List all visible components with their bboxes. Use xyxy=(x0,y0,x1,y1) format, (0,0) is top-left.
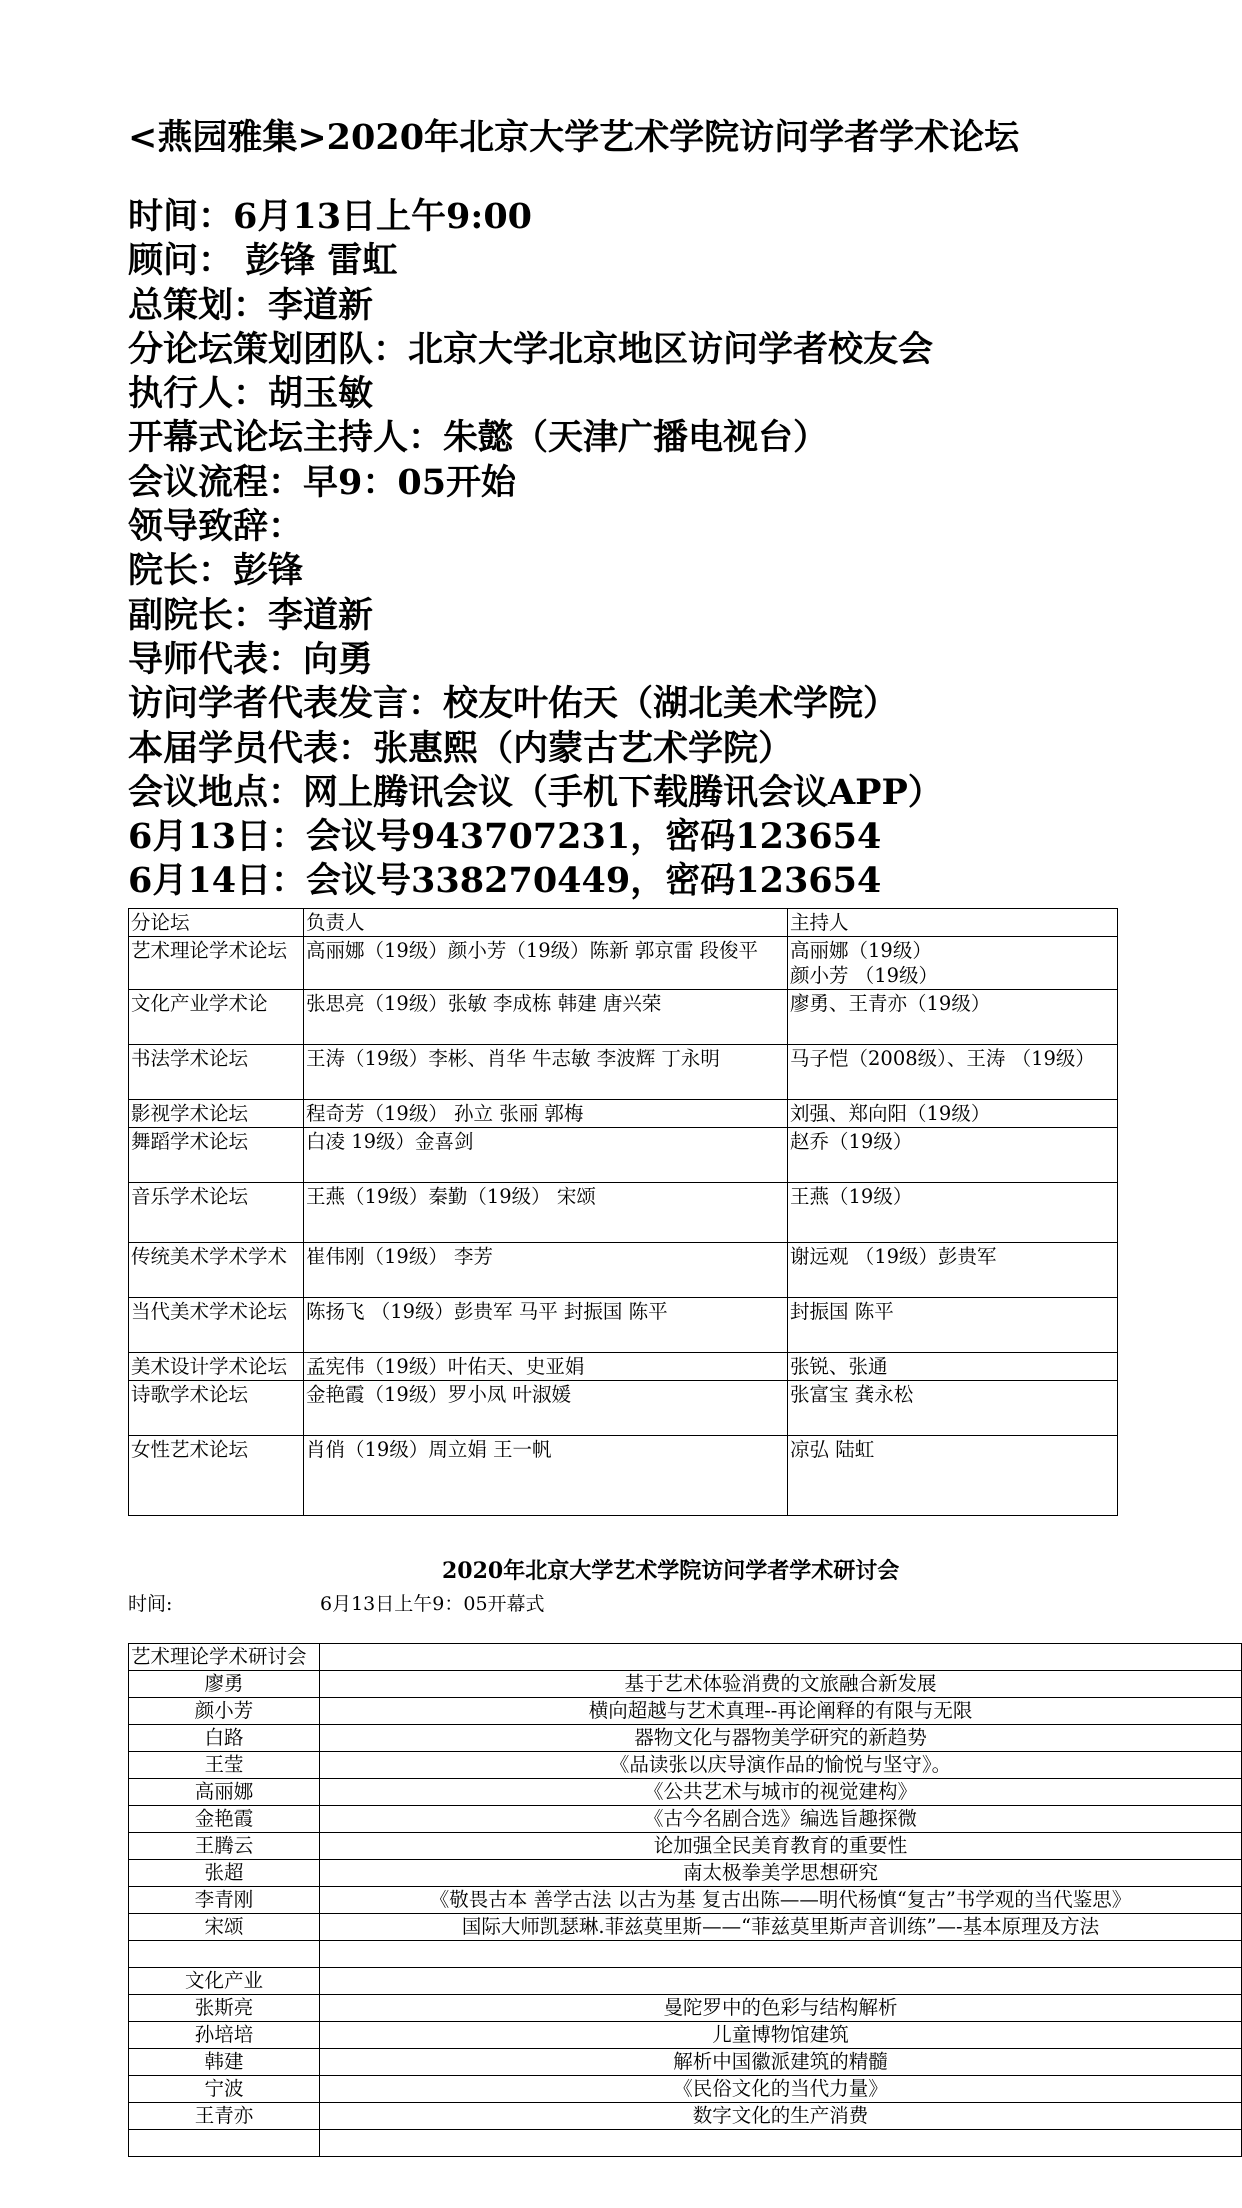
topic-cell: 《民俗文化的当代力量》 xyxy=(320,2076,1242,2103)
presenter-cell: 金艳霞 xyxy=(129,1806,320,1833)
info-line: 分论坛策划团队：北京大学北京地区访问学者校友会 xyxy=(128,328,934,370)
topic-cell: 基于艺术体验消费的文旅融合新发展 xyxy=(320,1671,1242,1698)
host-line: 王燕（19级） xyxy=(790,1185,913,1208)
forum-host-cell xyxy=(788,1381,1118,1436)
seminar-row xyxy=(129,2049,1242,2076)
info-line: 领导致辞： xyxy=(128,506,304,548)
host-line: 张锐、张通 xyxy=(790,1355,888,1378)
forum-name-cell: 书法学术论坛 xyxy=(129,1045,304,1100)
topic-cell xyxy=(320,2130,1242,2157)
seminar-row xyxy=(129,1806,1242,1833)
seminar-schedule-table xyxy=(128,1643,1242,2157)
seminar-time-value: 6月13日上午9：05开幕式 xyxy=(320,1593,545,1615)
forum-name-cell: 女性艺术论坛 xyxy=(129,1436,304,1516)
topic-cell: 《品读张以庆导演作品的愉悦与坚守》。 xyxy=(320,1752,1242,1779)
table-row xyxy=(129,1436,1118,1516)
host-line: 赵乔（19级） xyxy=(790,1130,913,1153)
forum-lead-cell: 孟宪伟（19级）叶佑天、史亚娟 xyxy=(304,1353,788,1381)
topic-cell: 《古今名剧合选》编选旨趣探微 xyxy=(320,1806,1242,1833)
info-line: 院长：彭锋 xyxy=(128,550,304,592)
forum-lead-cell: 程奇芳（19级） 孙立 张丽 郭梅 xyxy=(304,1100,788,1128)
table-row xyxy=(129,1381,1118,1436)
topic-cell: 儿童博物馆建筑 xyxy=(320,2022,1242,2049)
seminar-time-label: 时间: xyxy=(128,1593,173,1615)
seminar-row xyxy=(129,1860,1242,1887)
info-line: 访问学者代表发言：校友叶佑天（湖北美术学院） xyxy=(128,683,899,725)
presenter-cell xyxy=(129,2130,320,2157)
info-line: 6月14日：会议号338270449，密码123654 xyxy=(128,860,882,902)
table-row xyxy=(129,1100,1118,1128)
event-info-list xyxy=(128,195,943,904)
forum-host-cell xyxy=(788,1128,1118,1183)
presenter-cell: 韩建 xyxy=(129,2049,320,2076)
presenter-cell: 张斯亮 xyxy=(129,1995,320,2022)
forum-host-cell xyxy=(788,1243,1118,1298)
table-row xyxy=(129,1045,1118,1100)
forum-host-cell xyxy=(788,990,1118,1045)
header-host: 主持人 xyxy=(788,909,1118,937)
presenter-cell: 艺术理论学术研讨会 xyxy=(129,1644,320,1671)
seminar-row xyxy=(129,1914,1242,1941)
info-line: 开幕式论坛主持人：朱懿（天津广播电视台） xyxy=(128,417,829,459)
forum-lead-cell: 张思亮（19级）张敏 李成栋 韩建 唐兴荣 xyxy=(304,990,788,1045)
topic-cell: 南太极拳美学思想研究 xyxy=(320,1860,1242,1887)
host-line: 高丽娜（19级） xyxy=(790,939,932,962)
info-line: 总策划：李道新 xyxy=(128,284,374,326)
table-row xyxy=(129,990,1118,1045)
seminar-row xyxy=(129,1968,1242,1995)
forum-lead-cell: 崔伟刚（19级） 李芳 xyxy=(304,1243,788,1298)
info-line: 会议地点：网上腾讯会议（手机下载腾讯会议APP） xyxy=(128,771,943,813)
topic-cell xyxy=(320,1941,1242,1968)
forum-host-cell xyxy=(788,1183,1118,1243)
forum-lead-cell: 白凌 19级）金喜剑 xyxy=(304,1128,788,1183)
forum-host-cell xyxy=(788,1298,1118,1353)
host-line: 凉弘 陆虹 xyxy=(790,1438,875,1461)
presenter-cell: 高丽娜 xyxy=(129,1779,320,1806)
info-line: 时间：6月13日上午9:00 xyxy=(128,196,533,237)
seminar-row xyxy=(129,2130,1242,2157)
forum-name-cell: 艺术理论学术论坛 xyxy=(129,937,304,990)
topic-cell: 《公共艺术与城市的视觉建构》 xyxy=(320,1779,1242,1806)
topic-cell: 数字文化的生产消费 xyxy=(320,2103,1242,2130)
presenter-cell: 颜小芳 xyxy=(129,1698,320,1725)
forum-lead-cell: 王燕（19级）秦勤（19级） 宋颂 xyxy=(304,1183,788,1243)
presenter-cell: 王腾云 xyxy=(129,1833,320,1860)
info-line: 副院长：李道新 xyxy=(128,594,374,636)
seminar-row xyxy=(129,1752,1242,1779)
sub-forum-table xyxy=(128,908,1118,1516)
info-line: 顾问： 彭锋 雷虹 xyxy=(128,240,398,282)
seminar-title: 2020年北京大学艺术学院访问学者学术研讨会 xyxy=(442,1558,900,1584)
forum-lead-cell: 陈扬飞 （19级）彭贵军 马平 封振国 陈平 xyxy=(304,1298,788,1353)
seminar-row xyxy=(129,1779,1242,1806)
forum-name-cell: 舞蹈学术论坛 xyxy=(129,1128,304,1183)
header-lead: 负责人 xyxy=(304,909,788,937)
table-row xyxy=(129,1243,1118,1298)
host-line: 张富宝 龚永松 xyxy=(790,1383,914,1406)
info-line: 导师代表：向勇 xyxy=(128,638,374,680)
table-row xyxy=(129,1353,1118,1381)
host-line: 廖勇、王青亦（19级） xyxy=(790,992,991,1015)
topic-cell xyxy=(320,1644,1242,1671)
table-row xyxy=(129,1298,1118,1353)
seminar-row xyxy=(129,1698,1242,1725)
table-row xyxy=(129,1128,1118,1183)
presenter-cell: 文化产业 xyxy=(129,1968,320,1995)
forum-name-cell: 诗歌学术论坛 xyxy=(129,1381,304,1436)
presenter-cell: 白路 xyxy=(129,1725,320,1752)
topic-cell: 横向超越与艺术真理--再论阐释的有限与无限 xyxy=(320,1698,1242,1725)
forum-host-cell xyxy=(788,1436,1118,1516)
info-line: 6月13日：会议号943707231，密码123654 xyxy=(128,816,882,858)
info-line: 执行人：胡玉敏 xyxy=(128,373,374,415)
forum-name-cell: 美术设计学术论坛 xyxy=(129,1353,304,1381)
host-line: 谢远观 （19级）彭贵军 xyxy=(790,1245,997,1268)
forum-host-cell xyxy=(788,1353,1118,1381)
presenter-cell: 宁波 xyxy=(129,2076,320,2103)
topic-cell: 论加强全民美育教育的重要性 xyxy=(320,1833,1242,1860)
topic-cell: 曼陀罗中的色彩与结构解析 xyxy=(320,1995,1242,2022)
seminar-row xyxy=(129,1995,1242,2022)
presenter-cell: 张超 xyxy=(129,1860,320,1887)
topic-cell: 解析中国徽派建筑的精髓 xyxy=(320,2049,1242,2076)
forum-host-cell xyxy=(788,1100,1118,1128)
seminar-row xyxy=(129,1887,1242,1914)
host-line: 刘强、郑向阳（19级） xyxy=(790,1102,991,1125)
seminar-row xyxy=(129,1725,1242,1752)
topic-cell: 国际大师凯瑟琳.菲兹莫里斯——“菲兹莫里斯声音训练”—-基本原理及方法 xyxy=(320,1914,1242,1941)
presenter-cell: 王莹 xyxy=(129,1752,320,1779)
forum-host-cell xyxy=(788,1045,1118,1100)
forum-host-cell xyxy=(788,937,1118,990)
topic-cell: 《敬畏古本 善学古法 以古为基 复古出陈——明代杨慎“复古”书学观的当代鉴思》 xyxy=(320,1887,1242,1914)
table-row xyxy=(129,1183,1118,1243)
forum-name-cell: 传统美术学术学术 xyxy=(129,1243,304,1298)
seminar-row xyxy=(129,2103,1242,2130)
host-line: 马子恺（2008级）、王涛 （19级） xyxy=(790,1047,1095,1070)
header-forum: 分论坛 xyxy=(129,909,304,937)
forum-name-cell: 文化产业学术论 xyxy=(129,990,304,1045)
presenter-cell: 宋颂 xyxy=(129,1914,320,1941)
seminar-row xyxy=(129,1644,1242,1671)
forum-name-cell: 影视学术论坛 xyxy=(129,1100,304,1128)
forum-lead-cell: 高丽娜（19级）颜小芳（19级）陈新 郭京雷 段俊平 xyxy=(304,937,788,990)
table-header-row xyxy=(129,909,1118,937)
info-line: 本届学员代表：张惠熙（内蒙古艺术学院） xyxy=(128,727,794,769)
seminar-row xyxy=(129,1941,1242,1968)
seminar-row xyxy=(129,2076,1242,2103)
table-row xyxy=(129,937,1118,990)
presenter-cell: 孙培培 xyxy=(129,2022,320,2049)
forum-title: <燕园雅集>2020年北京大学艺术学院访问学者学术论坛 xyxy=(128,117,1020,158)
topic-cell: 器物文化与器物美学研究的新趋势 xyxy=(320,1725,1242,1752)
host-line: 封振国 陈平 xyxy=(790,1300,894,1323)
presenter-cell: 王青亦 xyxy=(129,2103,320,2130)
forum-lead-cell: 王涛（19级）李彬、肖华 牛志敏 李波辉 丁永明 xyxy=(304,1045,788,1100)
seminar-row xyxy=(129,1833,1242,1860)
info-line: 会议流程：早9：05开始 xyxy=(128,461,517,503)
forum-name-cell: 当代美术学术论坛 xyxy=(129,1298,304,1353)
forum-lead-cell: 金艳霞（19级）罗小凤 叶淑媛 xyxy=(304,1381,788,1436)
forum-lead-cell: 肖俏（19级）周立娟 王一帆 xyxy=(304,1436,788,1516)
host-line: 颜小芳 （19级） xyxy=(790,964,939,987)
presenter-cell xyxy=(129,1941,320,1968)
presenter-cell: 李青刚 xyxy=(129,1887,320,1914)
seminar-row xyxy=(129,1671,1242,1698)
forum-name-cell: 音乐学术论坛 xyxy=(129,1183,304,1243)
seminar-row xyxy=(129,2022,1242,2049)
topic-cell xyxy=(320,1968,1242,1995)
presenter-cell: 廖勇 xyxy=(129,1671,320,1698)
